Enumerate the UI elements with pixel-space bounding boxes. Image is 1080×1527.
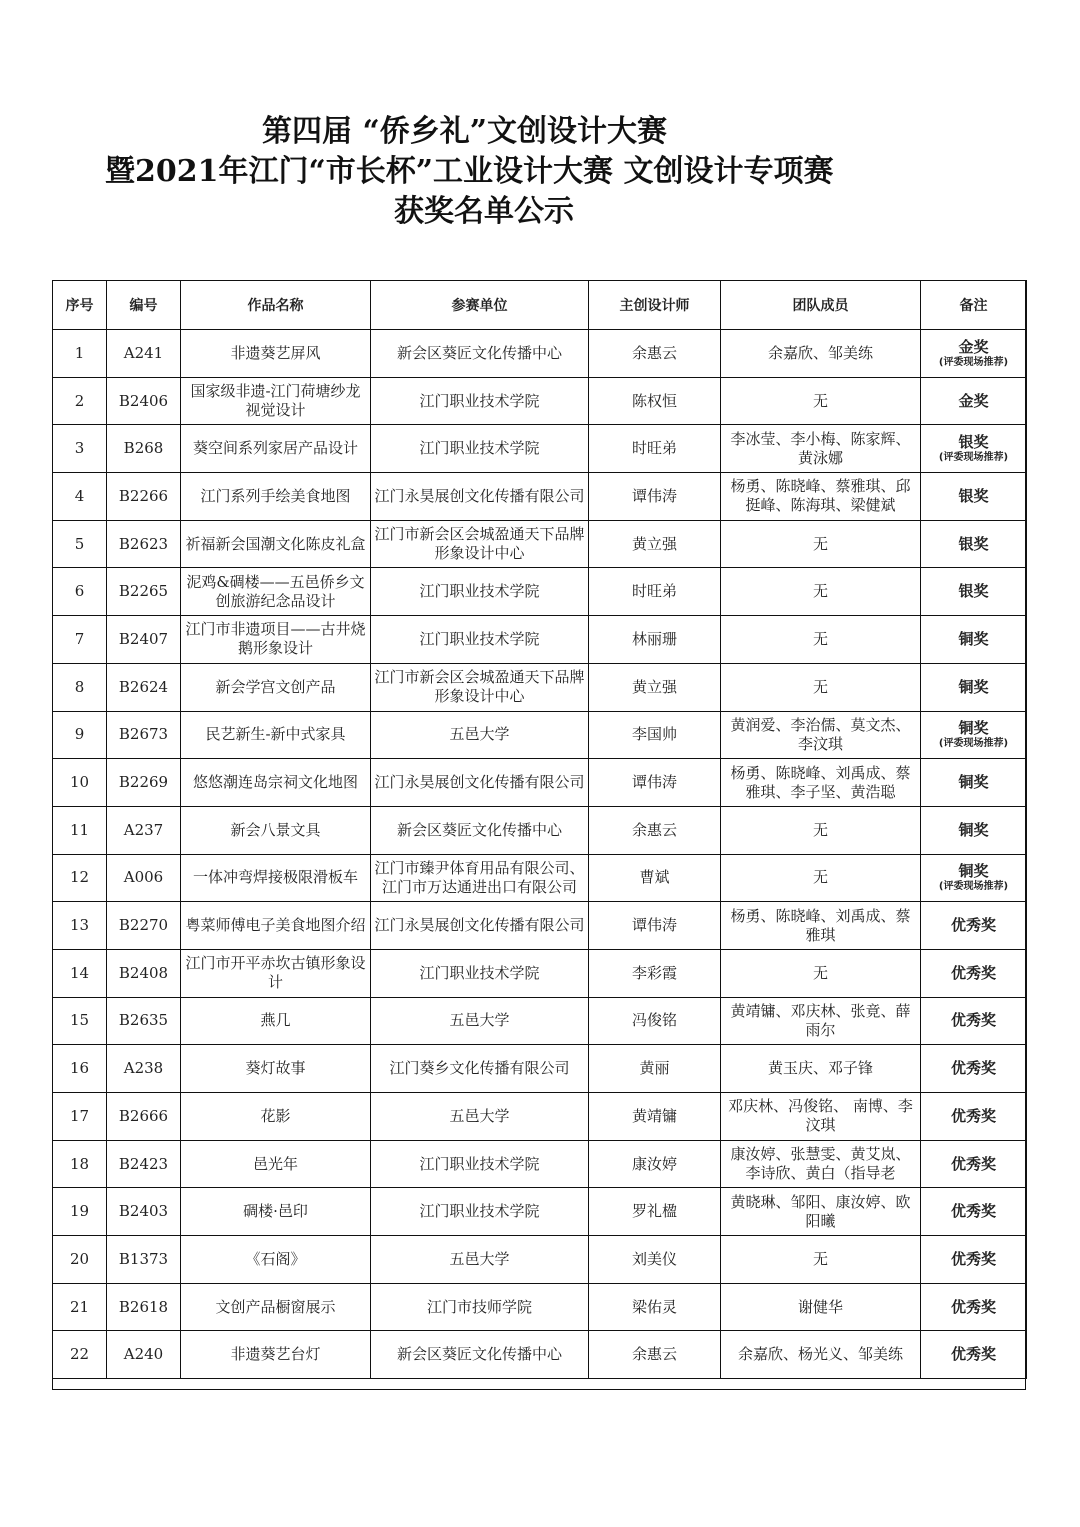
cell-remark — [921, 711, 1027, 759]
cell-team: 黄润爱、李治儒、莫文杰、李汶琪 — [721, 711, 921, 759]
cell-code: B2266 — [107, 473, 181, 521]
table-row — [53, 854, 1027, 902]
cell-remark — [921, 377, 1027, 425]
table-row — [53, 759, 1027, 807]
cell-work: 碉楼·邑印 — [181, 1188, 371, 1236]
table-row — [53, 1283, 1027, 1331]
title-line-3: 获奖名单公示 — [394, 194, 574, 229]
cell-team: 黄靖镛、邓庆林、张竟、薛雨尔 — [721, 997, 921, 1045]
cell-unit: 江门永昊展创文化传播有限公司 — [371, 902, 589, 950]
award-label: 优秀奖 — [950, 1297, 996, 1316]
cell-unit: 五邑大学 — [371, 711, 589, 759]
award-label: 铜奖 — [958, 773, 989, 792]
award-label: 铜奖 — [958, 629, 989, 648]
header-index: 序号 — [53, 281, 107, 330]
cell-designer: 冯俊铭 — [589, 997, 721, 1045]
cell-work: 民艺新生-新中式家具 — [181, 711, 371, 759]
cell-work: 文创产品橱窗展示 — [181, 1283, 371, 1331]
cell-designer: 梁佑灵 — [589, 1283, 721, 1331]
cell-team: 无 — [721, 949, 921, 997]
cell-unit: 江门市臻尹体育用品有限公司、江门市万达通进出口有限公司 — [371, 854, 589, 902]
cell-team: 康汝婷、张慧雯、黄艾岚、李诗欣、黄白（指导老 — [721, 1140, 921, 1188]
header-unit: 参赛单位 — [371, 281, 589, 330]
cell-work: 粤菜师傅电子美食地图介绍 — [181, 902, 371, 950]
award-label: 优秀奖 — [950, 1154, 996, 1173]
cell-designer: 谭伟涛 — [589, 759, 721, 807]
cell-designer: 李国帅 — [589, 711, 721, 759]
cell-code: B2423 — [107, 1140, 181, 1188]
award-note: (评委现场推荐) — [938, 881, 1009, 893]
cell-index: 21 — [53, 1283, 107, 1331]
table-row — [53, 425, 1027, 473]
cell-code: B2270 — [107, 902, 181, 950]
cell-index: 5 — [53, 520, 107, 568]
cell-remark — [921, 854, 1027, 902]
cell-designer: 黄靖镛 — [589, 1093, 721, 1141]
cell-work: 葵灯故事 — [181, 1045, 371, 1093]
cell-remark — [921, 902, 1027, 950]
award-label: 优秀奖 — [950, 1202, 996, 1221]
cell-designer: 谭伟涛 — [589, 902, 721, 950]
award-note: (评委现场推荐) — [938, 356, 1009, 368]
cell-team: 余嘉欣、杨光义、邹美练 — [721, 1331, 921, 1379]
cell-designer: 康汝婷 — [589, 1140, 721, 1188]
cell-index: 9 — [53, 711, 107, 759]
cell-code: B2624 — [107, 663, 181, 711]
cell-unit: 五邑大学 — [371, 1093, 589, 1141]
cell-team: 无 — [721, 806, 921, 854]
cell-remark — [921, 1283, 1027, 1331]
cell-unit: 新会区葵匠文化传播中心 — [371, 806, 589, 854]
award-label: 优秀奖 — [950, 1011, 996, 1030]
cell-unit: 江门职业技术学院 — [371, 949, 589, 997]
cell-code: B2407 — [107, 616, 181, 664]
cell-code: B2673 — [107, 711, 181, 759]
cell-designer: 刘美仪 — [589, 1236, 721, 1284]
cell-unit: 五邑大学 — [371, 1236, 589, 1284]
cell-unit: 江门职业技术学院 — [371, 377, 589, 425]
award-label: 优秀奖 — [950, 1059, 996, 1078]
cell-code: B2635 — [107, 997, 181, 1045]
cell-index: 19 — [53, 1188, 107, 1236]
cell-designer: 罗礼楹 — [589, 1188, 721, 1236]
table-row — [53, 902, 1027, 950]
table-row — [53, 949, 1027, 997]
table-row — [53, 1093, 1027, 1141]
cell-remark — [921, 1188, 1027, 1236]
award-label: 银奖 — [958, 433, 989, 452]
cell-index: 6 — [53, 568, 107, 616]
table-row — [53, 1236, 1027, 1284]
cell-designer: 时旺弟 — [589, 568, 721, 616]
cell-code: A240 — [107, 1331, 181, 1379]
cell-index: 15 — [53, 997, 107, 1045]
cell-remark — [921, 1140, 1027, 1188]
table-row — [53, 473, 1027, 521]
cell-unit: 江门葵乡文化传播有限公司 — [371, 1045, 589, 1093]
cell-unit: 江门市新会区会城盈通天下品牌形象设计中心 — [371, 663, 589, 711]
cell-work: 非遗葵艺台灯 — [181, 1331, 371, 1379]
cell-index: 22 — [53, 1331, 107, 1379]
cell-team: 谢健华 — [721, 1283, 921, 1331]
table-row — [53, 711, 1027, 759]
award-label: 银奖 — [958, 486, 989, 505]
header-remark: 备注 — [921, 281, 1027, 330]
cell-work: 江门系列手绘美食地图 — [181, 473, 371, 521]
cell-remark — [921, 759, 1027, 807]
cell-designer: 谭伟涛 — [589, 473, 721, 521]
cell-index: 10 — [53, 759, 107, 807]
header-designer: 主创设计师 — [589, 281, 721, 330]
cell-remark — [921, 997, 1027, 1045]
header-work: 作品名称 — [181, 281, 371, 330]
cell-team: 杨勇、陈晓峰、蔡雅琪、邱挺峰、陈海琪、梁健斌 — [721, 473, 921, 521]
cell-code: B2618 — [107, 1283, 181, 1331]
cell-code: B2265 — [107, 568, 181, 616]
cell-work: 国家级非遗-江门荷塘纱龙视觉设计 — [181, 377, 371, 425]
cell-team: 邓庆林、冯俊铭、 南博、李汶琪 — [721, 1093, 921, 1141]
cell-designer: 黄立强 — [589, 520, 721, 568]
cell-designer: 余惠云 — [589, 330, 721, 378]
cell-work: 新会学宫文创产品 — [181, 663, 371, 711]
table-row — [53, 1188, 1027, 1236]
header-team: 团队成员 — [721, 281, 921, 330]
cell-work: 花影 — [181, 1093, 371, 1141]
cell-designer: 黄丽 — [589, 1045, 721, 1093]
cell-work: 江门市开平赤坎古镇形象设计 — [181, 949, 371, 997]
table-row — [53, 1045, 1027, 1093]
award-label: 铜奖 — [958, 719, 989, 738]
award-label: 铜奖 — [958, 820, 989, 839]
cell-work: 非遗葵艺屏风 — [181, 330, 371, 378]
cell-index: 2 — [53, 377, 107, 425]
cell-team: 杨勇、陈晓峰、刘禹成、蔡雅琪、李子坚、黄浩聪 — [721, 759, 921, 807]
cell-designer: 林丽珊 — [589, 616, 721, 664]
award-label: 金奖 — [958, 391, 989, 410]
table-row — [53, 616, 1027, 664]
cell-index: 4 — [53, 473, 107, 521]
cell-index: 17 — [53, 1093, 107, 1141]
cell-designer: 曹斌 — [589, 854, 721, 902]
cell-index: 20 — [53, 1236, 107, 1284]
award-label: 优秀奖 — [950, 916, 996, 935]
table-row — [53, 1140, 1027, 1188]
award-label: 优秀奖 — [950, 1345, 996, 1364]
cell-remark — [921, 520, 1027, 568]
award-label: 优秀奖 — [950, 1249, 996, 1268]
cell-team: 无 — [721, 1236, 921, 1284]
cell-code: B2623 — [107, 520, 181, 568]
cell-unit: 新会区葵匠文化传播中心 — [371, 1331, 589, 1379]
cell-unit: 江门职业技术学院 — [371, 1140, 589, 1188]
cell-unit: 江门市新会区会城盈通天下品牌形象设计中心 — [371, 520, 589, 568]
cell-team: 杨勇、陈晓峰、刘禹成、蔡雅琪 — [721, 902, 921, 950]
cell-work: 泥鸡&碉楼——五邑侨乡文创旅游纪念品设计 — [181, 568, 371, 616]
cell-remark — [921, 425, 1027, 473]
cell-code: B2269 — [107, 759, 181, 807]
cell-designer: 黄立强 — [589, 663, 721, 711]
cell-remark — [921, 1045, 1027, 1093]
award-label: 铜奖 — [958, 862, 989, 881]
cell-code: B1373 — [107, 1236, 181, 1284]
cell-remark — [921, 949, 1027, 997]
cell-team: 无 — [721, 663, 921, 711]
award-label: 优秀奖 — [950, 963, 996, 982]
cell-code: B2406 — [107, 377, 181, 425]
cell-designer: 余惠云 — [589, 1331, 721, 1379]
cell-unit: 江门永昊展创文化传播有限公司 — [371, 759, 589, 807]
cell-remark — [921, 330, 1027, 378]
cell-code: A238 — [107, 1045, 181, 1093]
awards-table — [52, 280, 1027, 1379]
cell-work: 邑光年 — [181, 1140, 371, 1188]
cell-unit: 江门职业技术学院 — [371, 1188, 589, 1236]
cell-index: 13 — [53, 902, 107, 950]
cell-designer: 余惠云 — [589, 806, 721, 854]
table-row — [53, 330, 1027, 378]
cell-index: 11 — [53, 806, 107, 854]
cell-code: B268 — [107, 425, 181, 473]
award-note: (评委现场推荐) — [938, 452, 1009, 464]
award-label: 铜奖 — [958, 677, 989, 696]
cell-team: 余嘉欣、邹美练 — [721, 330, 921, 378]
cell-team: 无 — [721, 377, 921, 425]
table-header-row — [53, 281, 1027, 330]
cell-remark — [921, 806, 1027, 854]
cell-unit: 江门职业技术学院 — [371, 568, 589, 616]
table-row — [53, 997, 1027, 1045]
cell-remark — [921, 473, 1027, 521]
cell-work: 《石阁》 — [181, 1236, 371, 1284]
cell-index: 1 — [53, 330, 107, 378]
table-row — [53, 377, 1027, 425]
cell-team: 黄玉庆、邓子锋 — [721, 1045, 921, 1093]
cell-code: B2408 — [107, 949, 181, 997]
title-line-2: 暨2021年江门“市长杯”工业设计大赛 文创设计专项赛 — [105, 154, 834, 189]
header-code: 编号 — [107, 281, 181, 330]
table-row — [53, 806, 1027, 854]
award-label: 银奖 — [958, 582, 989, 601]
cell-unit: 江门永昊展创文化传播有限公司 — [371, 473, 589, 521]
cell-team: 无 — [721, 568, 921, 616]
award-note: (评委现场推荐) — [938, 738, 1009, 750]
cell-code: A006 — [107, 854, 181, 902]
cell-remark — [921, 1093, 1027, 1141]
cell-remark — [921, 663, 1027, 711]
cell-index: 3 — [53, 425, 107, 473]
cell-index: 7 — [53, 616, 107, 664]
cell-work: 葵空间系列家居产品设计 — [181, 425, 371, 473]
cell-remark — [921, 616, 1027, 664]
cell-code: B2403 — [107, 1188, 181, 1236]
title-line-1: 第四届 “侨乡礼”文创设计大赛 — [262, 114, 667, 149]
cell-team: 无 — [721, 854, 921, 902]
cell-designer: 时旺弟 — [589, 425, 721, 473]
cell-unit: 五邑大学 — [371, 997, 589, 1045]
cell-index: 12 — [53, 854, 107, 902]
cell-designer: 李彩霞 — [589, 949, 721, 997]
cell-code: A241 — [107, 330, 181, 378]
cell-team: 无 — [721, 520, 921, 568]
cell-work: 一体冲弯焊接极限滑板车 — [181, 854, 371, 902]
award-label: 金奖 — [958, 337, 989, 356]
cell-unit: 江门职业技术学院 — [371, 425, 589, 473]
cell-index: 18 — [53, 1140, 107, 1188]
award-label: 优秀奖 — [950, 1106, 996, 1125]
cell-unit: 江门职业技术学院 — [371, 616, 589, 664]
cell-work: 新会八景文具 — [181, 806, 371, 854]
cell-index: 14 — [53, 949, 107, 997]
cell-work: 悠悠潮连岛宗祠文化地图 — [181, 759, 371, 807]
table-row — [53, 520, 1027, 568]
cell-work: 祈福新会国潮文化陈皮礼盒 — [181, 520, 371, 568]
table-row — [53, 663, 1027, 711]
cell-index: 16 — [53, 1045, 107, 1093]
cell-designer: 陈权恒 — [589, 377, 721, 425]
cell-code: A237 — [107, 806, 181, 854]
cell-team: 无 — [721, 616, 921, 664]
cell-team: 黄晓琳、邹阳、康汝婷、欧阳曦 — [721, 1188, 921, 1236]
cell-team: 李冰莹、李小梅、陈家辉、黄泳娜 — [721, 425, 921, 473]
cell-remark — [921, 1236, 1027, 1284]
table-row — [53, 568, 1027, 616]
cell-remark — [921, 568, 1027, 616]
cell-remark — [921, 1331, 1027, 1379]
table-row — [53, 1331, 1027, 1379]
cell-index: 8 — [53, 663, 107, 711]
cell-code: B2666 — [107, 1093, 181, 1141]
cell-unit: 新会区葵匠文化传播中心 — [371, 330, 589, 378]
cell-unit: 江门市技师学院 — [371, 1283, 589, 1331]
cell-work: 江门市非遗项目——古井烧鹅形象设计 — [181, 616, 371, 664]
award-label: 银奖 — [958, 534, 989, 553]
cell-work: 燕几 — [181, 997, 371, 1045]
